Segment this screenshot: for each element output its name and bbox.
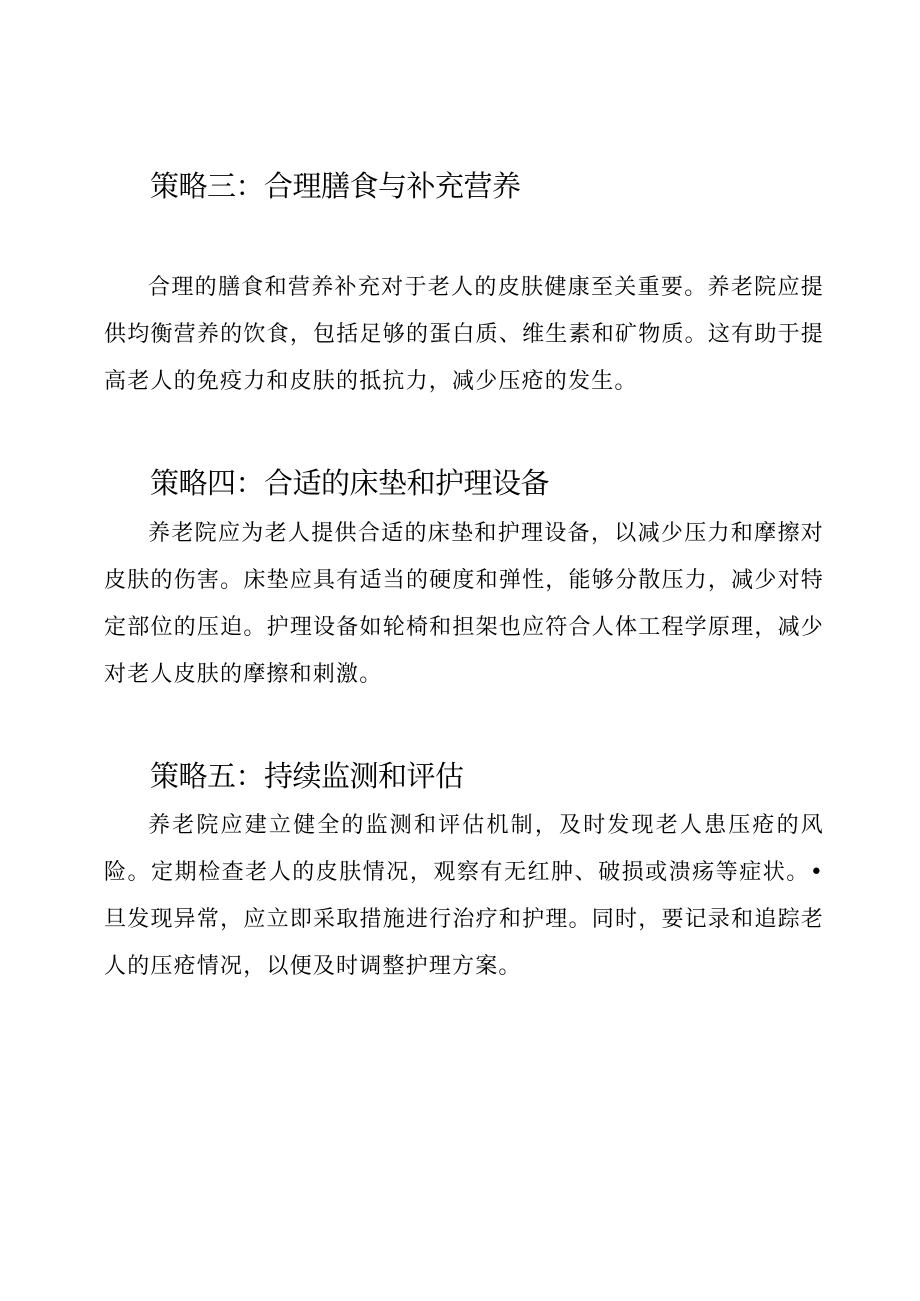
section-body-strategy-5: 养老院应建立健全的监测和评估机制，及时发现老人患压疮的风险。定期检查老人的皮肤情况，观察有无红肿、破损或溃疡等症状。•旦发现异常，应立即采取措施进行治疗和护理。同时，要记录和追踪老人的压疮情况，以便及时调整护理方案。 bbox=[104, 813, 824, 979]
section-body-strategy-4: 养老院应为老人提供合适的床垫和护理设备，以减少压力和摩擦对皮肤的伤害。床垫应具有适当的硬度和弹性，能够分散压力，减少对特定部位的压迫。护理设备如轮椅和担架也应符合人体工程学原理，减少对老人皮肤的摩擦和刺激。 bbox=[104, 521, 824, 687]
section-body-strategy-3: 合理的膳食和营养补充对于老人的皮肤健康至关重要。养老院应提供均衡营养的饮食，包括足够的蛋白质、维生素和矿物质。这有助于提高老人的免疫力和皮肤的抵抗力，减少压疮的发生。 bbox=[104, 275, 824, 394]
section-heading-strategy-4: 策略四：合适的床垫和护理设备 bbox=[150, 466, 550, 500]
section-heading-strategy-3: 策略三：合理膳食与补充营养 bbox=[150, 169, 521, 203]
section-heading-strategy-5: 策略五：持续监测和评估 bbox=[150, 759, 464, 793]
